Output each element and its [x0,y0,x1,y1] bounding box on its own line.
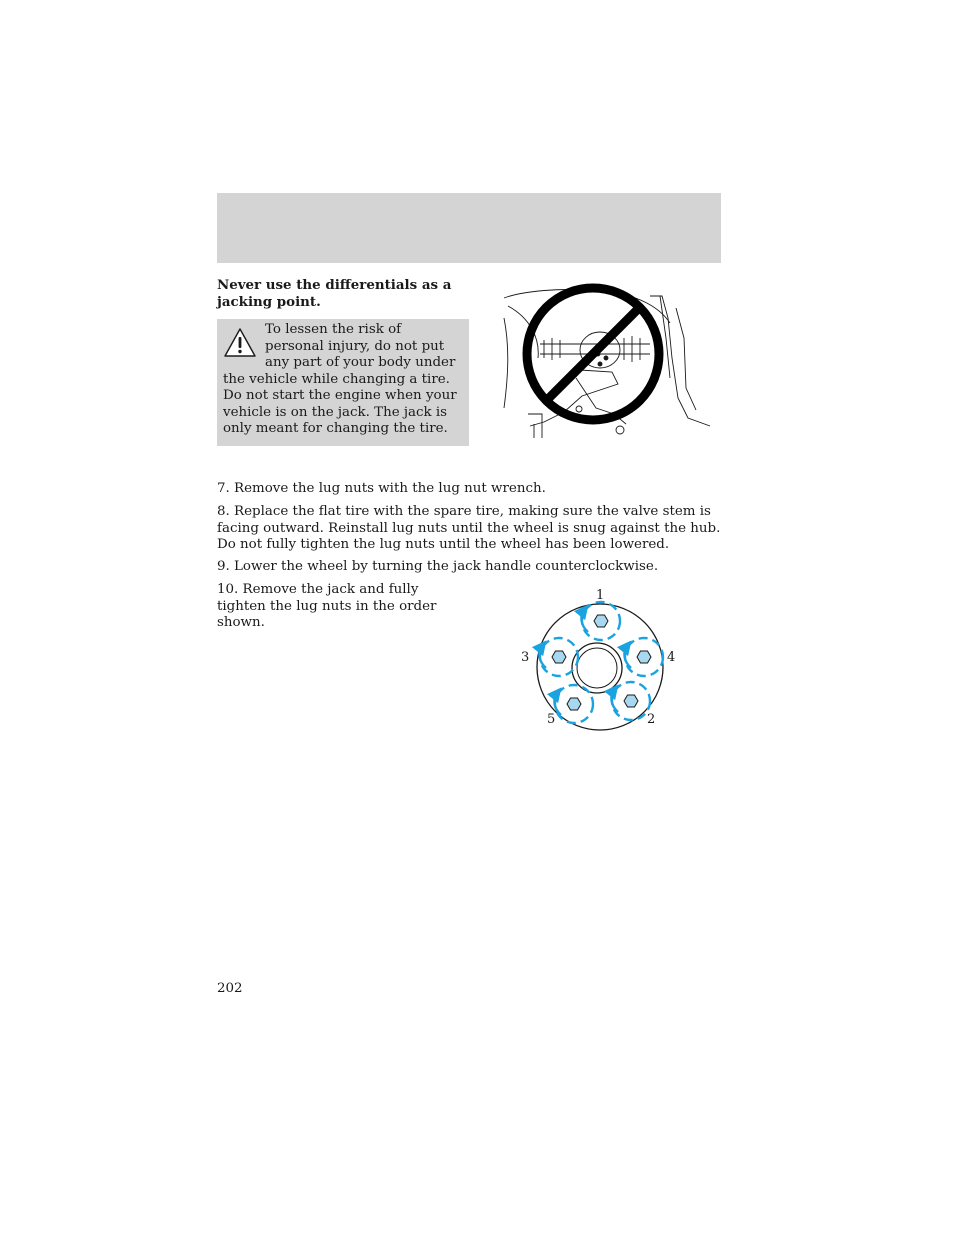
lug-label-5: 5 [547,712,556,727]
warning-triangle-icon [223,326,257,360]
differential-warning-text: Never use the differentials as a jacking point. [217,277,452,310]
section-header-band [217,193,721,263]
prohibited-jack-icon [500,278,714,442]
lug-nut-tightening-order-icon [516,582,686,736]
step-8: 8. Replace the flat tire with the spare tire, making sure the valve stem is facing outward. Reinstall lug nuts until the wheel is snug against the hub. Do not fully tighten the lug nuts until the wheel has been lowered. [217,504,721,552]
injury-warning-text: To lessen the risk of personal injury, do not put any part of your body under the vehicle while changing a tire. Do not start the engine when your vehicle is on the jack. The jack is only meant for changing the tire. [223,322,457,436]
page-number: 202 [217,981,243,996]
lug-label-3: 3 [521,650,530,665]
step-7: 7. Remove the lug nuts with the lug nut wrench. [217,481,546,496]
lug-label-1: 1 [596,588,605,603]
step-10: 10. Remove the jack and fully tighten the lug nuts in the order shown. [217,582,437,630]
step-9: 9. Lower the wheel by turning the jack handle counterclockwise. [217,559,659,574]
lug-label-2: 2 [647,712,656,727]
injury-warning-box [217,319,469,446]
lug-label-4: 4 [667,650,676,665]
